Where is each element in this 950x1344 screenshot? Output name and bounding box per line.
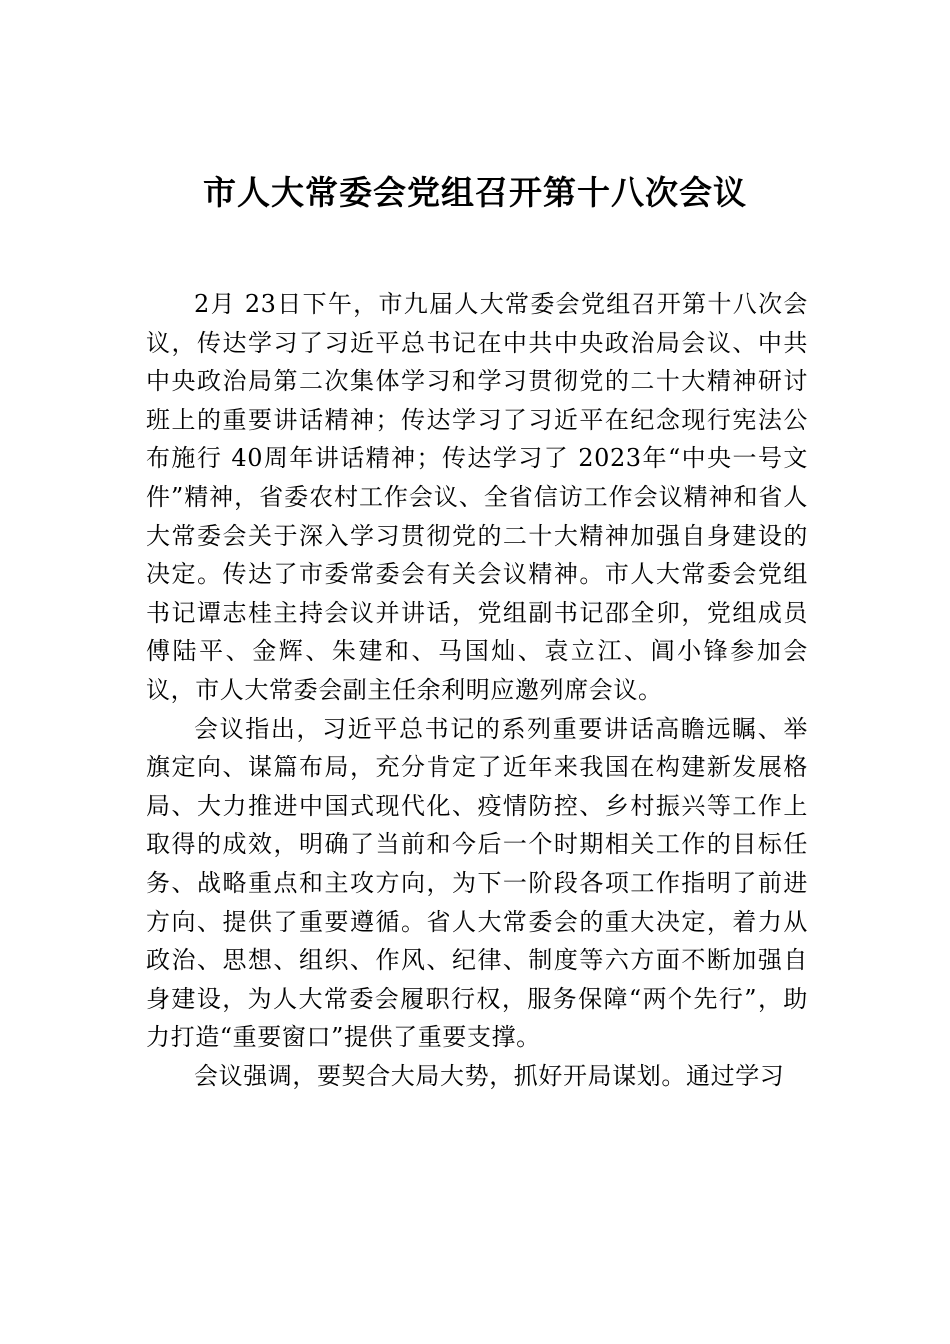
paragraph: 会议强调，要契合大局大势，抓好开局谋划。通过学习 xyxy=(194,1061,785,1090)
document-body xyxy=(146,285,808,1095)
document-title: 市人大常委会党组召开第十八次会议 xyxy=(203,173,747,212)
paragraph: 2月 23日下午，市九届人大常委会党组召开第十八次会议，传达学习了习近平总书记在中共中央政治局会议、中共中央政治局第二次集体学习和学习贯彻党的二十大精神研讨班上的重要讲话精神；传达学习了习近平在纪念现行宪法公布施行 40周年讲话精神；传达学习了 2023年“中央一号文件”精神，省委农村工作会议、全省信访工作会议精神和省人大常委会关于深入学习贯彻党的二十大精神加强自身建设的决定。传达了市委常委会有关会议精神。市人大常委会党组书记谭志桂主持会议并讲话，党组副书记邵全卯，党组成员傅陆平、金辉、朱建和、马国灿、袁立江、阊小锋参加会议，市人大常委会副主任余利明应邀列席会议。 xyxy=(146,290,808,704)
paragraph: 会议指出，习近平总书记的系列重要讲话高瞻远瞩、举旗定向、谋篇布局，充分肯定了近年来我国在构建新发展格局、大力推进中国式现代化、疫情防控、乡村振兴等工作上取得的成效，明确了当前和今后一个时期相关工作的目标任务、战略重点和主攻方向，为下一阶段各项工作指明了前进方向、提供了重要遵循。省人大常委会的重大决定，着力从政治、思想、组织、作风、纪律、制度等六方面不断加强自身建设，为人大常委会履职行权，服务保障“两个先行”，助力打造“重要窗口”提供了重要支撑。 xyxy=(146,714,808,1052)
